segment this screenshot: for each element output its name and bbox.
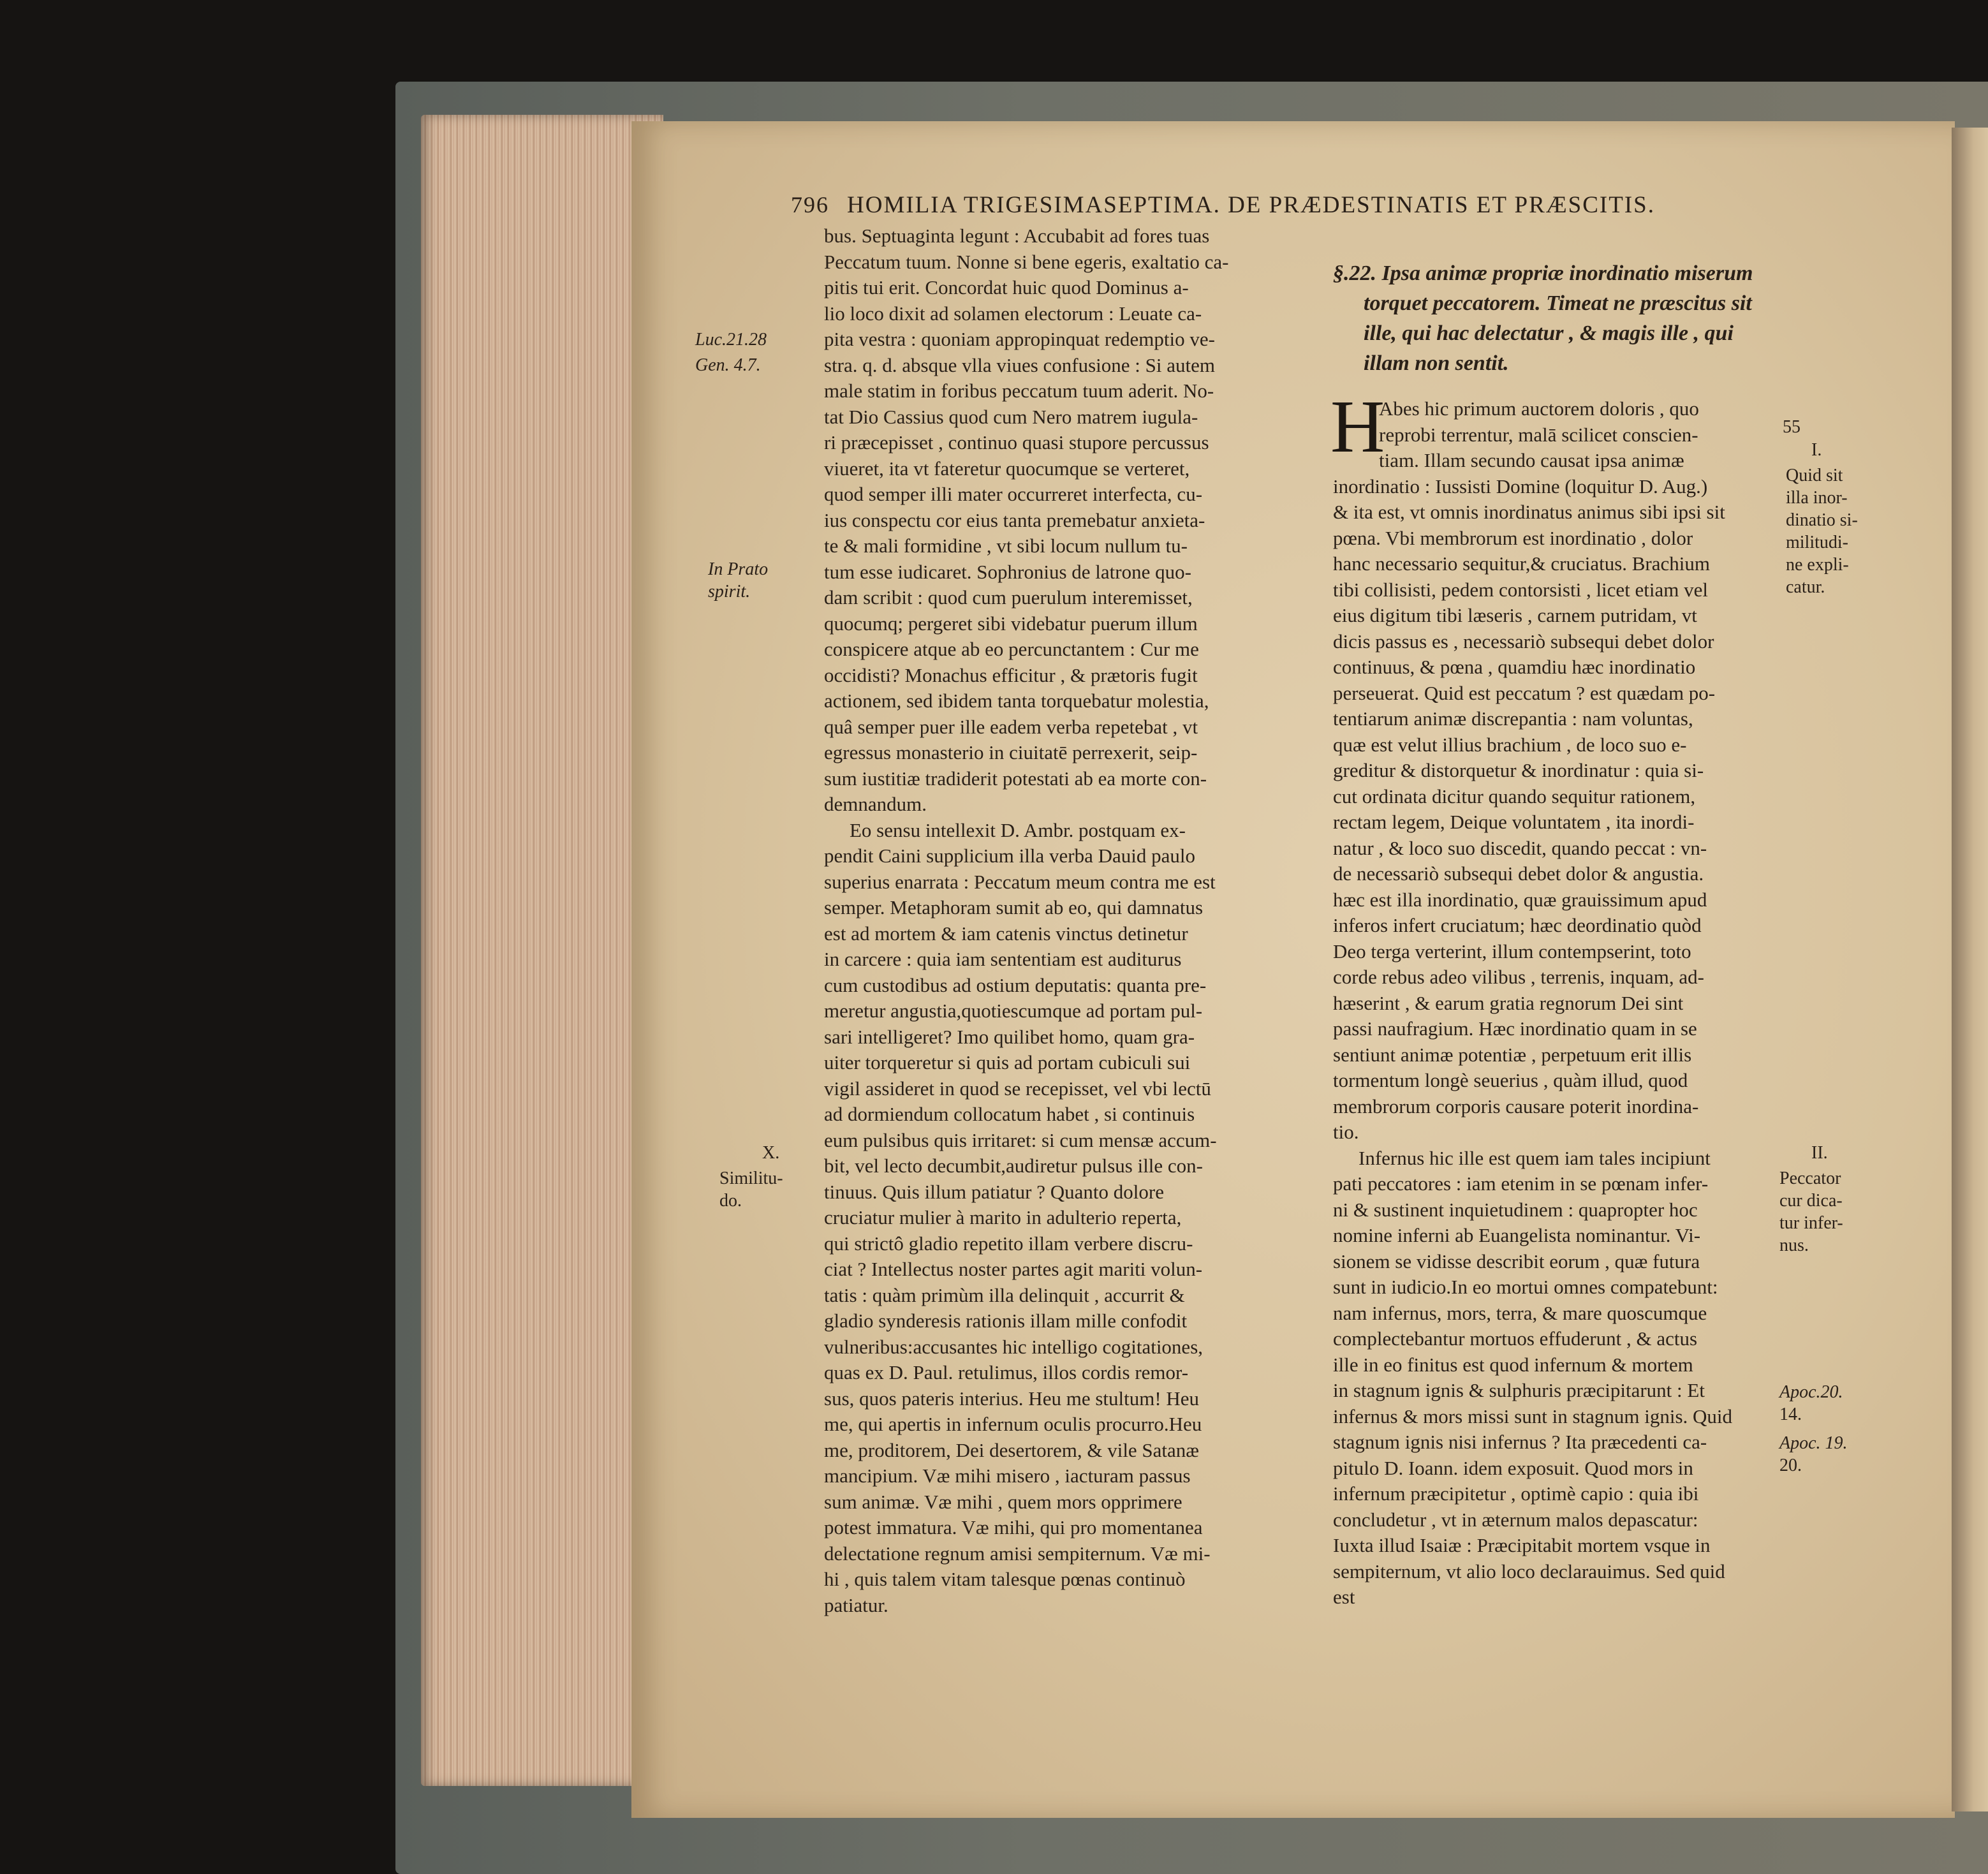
text-line: & ita est, vt omnis inordinatus animus sibi ipsi sit	[1333, 501, 1725, 523]
text-line: tinuus. Quis illum patiatur ? Quanto dolore	[824, 1180, 1164, 1203]
section-title-line: ille, qui hac delectatur , & magis ille , qui	[1364, 321, 1734, 345]
margin-note-prato: In Prato spirit.	[708, 559, 769, 601]
text-line: Infernus hic ille est quem iam tales incipiunt	[1358, 1146, 1711, 1169]
margin-catchword: 55	[1783, 417, 1800, 437]
margin-ref-luke: Luc.21.28	[695, 330, 767, 350]
text-line: tatis : quàm primùm illa delinquit , accurrit &	[824, 1283, 1185, 1306]
text-line: pita vestra : quoniam appropinquat redemptio ve-	[824, 328, 1215, 350]
margin-note-similitudo: Similitu- do.	[719, 1169, 783, 1211]
text-line: Deo terga verterint, illum contempserint, toto	[1333, 940, 1691, 963]
text-line: hi , quis talem vitam talesque pœnas continuò	[824, 1568, 1186, 1590]
margin-number-one: I.	[1811, 440, 1822, 460]
text-line: potest immatura. Væ mihi, qui pro momentanea	[824, 1516, 1203, 1538]
text-line: in stagnum ignis & sulphuris præcipitarunt : Et	[1333, 1379, 1705, 1401]
text-line: stagnum ignis nisi infernus ? Ita præcedenti ca-	[1333, 1431, 1707, 1453]
text-line: rectam legem, Deique voluntatem , ita inordi-	[1333, 811, 1695, 833]
text-line: vigil assideret in quod se recepisset, vel vbi lectū	[824, 1077, 1211, 1100]
text-line: meretur angustia,quotiescumque ad portam pul-	[824, 1000, 1203, 1022]
text-line: ni & sustinent inquietudinem : quapropter hoc	[1333, 1198, 1698, 1221]
text-line: complectebantur mortuos effuderunt , & actus	[1333, 1327, 1698, 1350]
running-head	[791, 191, 1754, 219]
text-line: reprobi terrentur, malā scilicet conscien-	[1379, 423, 1698, 446]
section-title-line: torquet peccatorem. Timeat ne præscitus sit	[1364, 291, 1752, 315]
text-line: inferos infert cruciatum; hæc deordinatio quòd	[1333, 914, 1702, 936]
text-line: pati peccatores : iam etenim in se pœnam infer-	[1333, 1172, 1709, 1195]
text-line: infernus & mors missi sunt in stagnum ignis. Quid	[1333, 1405, 1733, 1428]
text-line: perseuerat. Quid est peccatum ? est quædam po-	[1333, 681, 1716, 704]
text-line: hanc necessario sequitur,& cruciatus. Brachium	[1333, 552, 1710, 575]
text-line: dicis passus es , necessariò subsequi debet dolor	[1333, 630, 1714, 653]
text-line: tentiarum animæ discrepantia : nam voluntas,	[1333, 707, 1693, 730]
text-line: cut ordinata dicitur quando sequitur rationem,	[1333, 785, 1696, 808]
text-line: vulneribus:accusantes hic intelligo cogitationes,	[824, 1335, 1204, 1358]
text-line: actionem, sed ibidem tanta torquebatur molestia,	[824, 690, 1209, 712]
text-line: sentiunt animæ potentiæ , perpetuum erit illis	[1333, 1043, 1692, 1066]
text-line: stra. q. d. absque vlla viues confusione : Si autem	[824, 353, 1215, 376]
text-line: natur , & loco suo discedit, quando peccat : vn-	[1333, 836, 1707, 859]
text-line: cruciatur mulier à marito in adulterio reperta,	[824, 1206, 1182, 1228]
text-line: pœna. Vbi membrorum est inordinatio , dolor	[1333, 526, 1693, 549]
margin-note-line: illa inor-	[1786, 488, 1848, 508]
text-line: sum iustitiæ tradiderit potestati ab ea morte con-	[824, 767, 1207, 790]
text-line: qui strictô gladio repetito illam verbere discru-	[824, 1232, 1193, 1255]
text-line: eius digitum tibi læseris , carnem putridam, vt	[1333, 604, 1697, 626]
text-line: nomine inferni ab Euangelista nominantur. Vi-	[1333, 1224, 1701, 1246]
text-line: pitis tui erit. Concordat huic quod Dominus a-	[824, 276, 1189, 299]
text-line: bit, vel lecto decumbit,audiretur pulsus ille con-	[824, 1155, 1204, 1177]
text-line: tormentum longè seuerius , quàm illud, quod	[1333, 1069, 1688, 1091]
margin-note-line: tur infer-	[1779, 1213, 1843, 1233]
right-column	[1330, 258, 1773, 1611]
text-line: corde rebus adeo vilibus , terrenis, inquam, ad-	[1333, 966, 1704, 988]
section-title-line: §.22. Ipsa animæ propriæ inordinatio miserum	[1333, 262, 1753, 285]
text-line: tiam. Illam secundo causat ipsa animæ	[1379, 449, 1684, 471]
text-line: est ad mortem & iam catenis vinctus detinetur	[824, 922, 1188, 945]
text-line: de necessariò subsequi debet dolor & angustia.	[1333, 862, 1704, 885]
text-line: pitulo D. Ioann. idem exposuit. Quod mors in	[1333, 1456, 1693, 1479]
margin-note-peccator	[1779, 1167, 1843, 1257]
margin-ref-apoc-19: Apoc. 19. 20.	[1779, 1433, 1848, 1475]
text-line: tum esse iudicaret. Sophronius de latrone quo-	[824, 560, 1191, 583]
text-line: sempiternum, vt alio loco declarauimus. Sed quid	[1333, 1560, 1725, 1583]
text-line: nam infernus, mors, terra, & mare quoscumque	[1333, 1301, 1707, 1324]
text-line: sus, quos pateris interius. Heu me stultum! Heu	[824, 1387, 1200, 1410]
margin-section-number: X.	[762, 1143, 780, 1163]
text-line: ri præcepisset , continuo quasi stupore percussus	[824, 431, 1209, 454]
text-line: mancipium. Væ mihi misero , iacturam passus	[824, 1465, 1191, 1487]
margin-ref-apoc-20: Apoc.20. 14.	[1779, 1382, 1843, 1424]
text-line: sunt in iudicio.In eo mortui omnes compatebunt:	[1333, 1276, 1718, 1298]
text-line: quâ semper puer ille eadem verba repetebat , vt	[824, 715, 1198, 738]
text-line: eum pulsibus quis irritaret: si cum mensæ accum-	[824, 1128, 1217, 1151]
section-title	[1333, 258, 1773, 378]
page-number: 796	[791, 192, 829, 218]
text-line: semper. Metaphoram sumit ab eo, qui damnatus	[824, 896, 1204, 919]
margin-note-line: dinatio si-	[1786, 510, 1858, 530]
text-line: me, proditorem, Dei desertorem, & vile Satanæ	[824, 1438, 1199, 1461]
text-line: inordinatio : Iussisti Domine (loquitur D. Aug.)	[1333, 475, 1708, 498]
drop-cap: H	[1330, 385, 1385, 468]
text-line: delectatione regnum amisi sempiternum. Væ mi-	[824, 1542, 1211, 1565]
text-line: tat Dio Cassius quod cum Nero matrem iugula-	[824, 405, 1198, 428]
text-line: uiter torqueretur si quis ad portam cubiculi sui	[824, 1051, 1191, 1073]
text-line: cum custodibus ad ostium deputatis: quanta pre-	[824, 973, 1207, 996]
text-line: Eo sensu intellexit D. Ambr. postquam ex-	[850, 818, 1186, 841]
section-title-line: illam non sentit.	[1364, 351, 1509, 375]
text-line: sari intelligeret? Imo quilibet homo, quam gra-	[824, 1025, 1195, 1048]
text-line: hæc est illa inordinatio, quæ grauissimum apud	[1333, 888, 1707, 911]
text-line: concludetur , vt in æternum malos depascatur:	[1333, 1508, 1698, 1531]
text-line: ciat ? Intellectus noster partes agit mariti volun-	[824, 1258, 1203, 1280]
right-column-body	[1330, 385, 1773, 1611]
text-line: tio.	[1333, 1121, 1359, 1143]
text-line: Peccatum tuum. Nonne si bene egeris, exaltatio ca-	[824, 250, 1229, 273]
margin-note-line: Quid sit	[1786, 466, 1843, 485]
text-line: sum animæ. Væ mihi , quem mors opprimere	[824, 1490, 1182, 1513]
text-line: me, qui apertis in infernum oculis procurro.Heu	[824, 1413, 1202, 1435]
page-edges	[421, 115, 663, 1786]
text-line: tibi collisisti, pedem contorsisti , licet etiam vel	[1333, 578, 1709, 601]
text-line: hæserint , & earum gratia regnorum Dei sint	[1333, 991, 1684, 1014]
text-line: Abes hic primum auctorem doloris , quo	[1379, 397, 1699, 420]
text-line: membrorum corporis causare poterit inordina-	[1333, 1095, 1699, 1118]
text-line: ille in eo finitus est quod infernum & mortem	[1333, 1353, 1693, 1376]
text-line: continuus, & pœna , quamdiu hæc inordinatio	[1333, 656, 1696, 678]
text-line: superius enarrata : Peccatum meum contra me est	[824, 870, 1216, 893]
text-line: Iuxta illud Isaiæ : Præcipitabit mortem vsque in	[1333, 1534, 1711, 1556]
margin-note-line: ne expli-	[1786, 555, 1849, 575]
text-line: ad dormiendum collocatum habet , si continuis	[824, 1103, 1195, 1125]
margin-note-line: cur dica-	[1779, 1191, 1843, 1211]
text-line: lio loco dixit ad solamen electorum : Leuate ca-	[824, 302, 1202, 325]
text-line: occidisti? Monachus efficitur , & prætoris fugit	[824, 663, 1198, 686]
running-title: HOMILIA TRIGESIMASEPTIMA. DE PRÆDESTINATIS ET PRÆSCITIS.	[847, 192, 1655, 218]
text-line: quocumq; pergeret sibi videbatur puerum illum	[824, 612, 1198, 635]
text-line: passi naufragium. Hæc inordinatio quam in se	[1333, 1017, 1697, 1040]
text-line: quæ est velut illius brachium , de loco suo e-	[1333, 733, 1687, 756]
text-line: viueret, ita vt fateretur quocumque se verteret,	[824, 457, 1190, 480]
text-line: egressus monasterio in ciuitatē perrexerit, seip-	[824, 741, 1198, 764]
text-line: patiatur.	[824, 1593, 888, 1616]
text-line: sionem se vidisse describit eorum , quæ futura	[1333, 1250, 1700, 1273]
left-column	[824, 223, 1258, 1618]
text-line: gladio synderesis rationis illam mille confodit	[824, 1310, 1188, 1332]
text-line: ius conspectu cor eius tanta premebatur anxieta-	[824, 508, 1205, 531]
text-line: dam scribit : quod cum puerulum interemisset,	[824, 586, 1193, 609]
text-line: in carcere : quia iam sententiam est auditurus	[824, 948, 1182, 970]
margin-note-line: Peccator	[1779, 1169, 1841, 1188]
margin-note-line: nus.	[1779, 1236, 1809, 1255]
text-line: infernum præcipitetur , optimè capio : quia ibi	[1333, 1482, 1699, 1505]
text-line: quas ex D. Paul. retulimus, illos cordis remor-	[824, 1361, 1189, 1383]
text-line: greditur & distorquetur & inordinatur : quia si-	[1333, 759, 1704, 781]
text-line: quod semper illi mater occurreret interfecta, cu-	[824, 483, 1203, 505]
margin-note-line: militudi-	[1786, 533, 1848, 552]
text-line: pendit Caini supplicium illa verba Dauid paulo	[824, 845, 1195, 867]
text-line: est	[1333, 1586, 1355, 1608]
margin-number-two: II.	[1811, 1143, 1828, 1163]
margin-ref-genesis: Gen. 4.7.	[695, 355, 761, 375]
text-line: male statim in foribus peccatum tuum aderit. No-	[824, 380, 1214, 402]
margin-note-inordinatio	[1786, 464, 1858, 598]
text-line: demnandum.	[824, 793, 927, 815]
text-line: bus. Septuaginta legunt : Accubabit ad fores tuas	[824, 225, 1210, 247]
text-line: te & mali formidine , vt sibi locum nullum tu-	[824, 535, 1188, 557]
facing-page-edge	[1952, 128, 1988, 1811]
margin-note-line: catur.	[1786, 577, 1825, 597]
text-line: conspicere atque ab eo percunctantem : Cur me	[824, 638, 1199, 660]
